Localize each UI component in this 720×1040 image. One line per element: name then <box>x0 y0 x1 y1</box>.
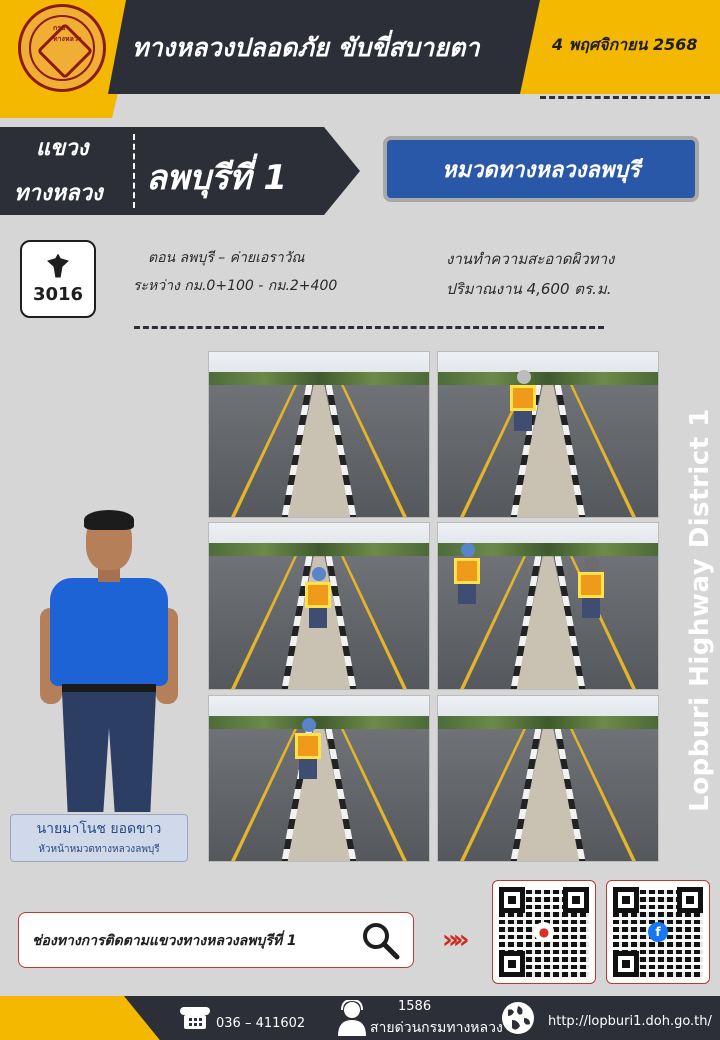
section-divider <box>134 326 604 329</box>
unit-badge <box>383 136 699 202</box>
hotline-agent-icon <box>336 1000 368 1036</box>
work-photo <box>437 351 659 518</box>
staff-name: นายมาโนช ยอดขาว <box>36 821 162 837</box>
facebook-icon: f <box>648 922 668 942</box>
staff-title: หัวหน้าหมวดทางหลวงลพบุรี <box>38 844 160 855</box>
website-link[interactable]: http://lopburi1.doh.go.th/ <box>548 1014 712 1029</box>
route-km-range: ระหว่าง กม.0+100 - กม.2+400 <box>133 278 338 294</box>
district-side-text: Lopburi Highway District 1 <box>685 408 715 812</box>
work-photo <box>208 351 430 518</box>
office-name: ลพบุรีที่ 1 <box>146 158 287 198</box>
garuda-icon <box>47 254 69 278</box>
map-pin-icon: ● <box>534 922 554 942</box>
follow-channel-label: ช่องทางการติดตามแขวงทางหลวงลพบุรีที่ 1 <box>32 933 297 949</box>
search-icon[interactable] <box>360 920 400 960</box>
globe-icon <box>500 1000 536 1036</box>
office-label-line1: แขวง <box>36 136 89 161</box>
work-photo <box>437 695 659 862</box>
report-date: 4 พฤศจิกายน 2568 <box>552 35 698 54</box>
work-photo <box>208 522 430 690</box>
unit-name: หมวดทางหลวงลพบุรี <box>441 157 641 183</box>
route-section: ตอน ลพบุรี – ค่ายเอราวัณ <box>148 250 305 266</box>
office-label-line2: ทางหลวง <box>14 181 103 206</box>
work-quantity: ปริมาณงาน 4,600 ตร.ม. <box>446 280 612 298</box>
telephone-icon <box>178 1005 212 1031</box>
chevron-right-icon: »» <box>442 925 464 955</box>
phone-number: 036 – 411602 <box>216 1016 306 1031</box>
staff-photo <box>40 512 176 812</box>
route-number: 3016 <box>32 283 84 305</box>
qr-code-map[interactable] <box>492 880 596 984</box>
header-dash-divider <box>540 96 710 99</box>
hotline-label: สายด่วนกรมทางหลวง <box>370 1020 503 1036</box>
work-description: งานทำความสะอาดผิวทาง <box>446 250 615 268</box>
banner-divider <box>133 134 135 208</box>
hotline-number: 1586 <box>398 999 432 1014</box>
department-logo <box>18 4 106 92</box>
work-photo <box>208 695 430 862</box>
district-side-label <box>670 410 720 810</box>
logo-text: กรมทางหลวง <box>53 24 82 43</box>
page-title: ทางหลวงปลอดภัย ขับขี่สบายตา <box>132 33 480 62</box>
qr-code-facebook[interactable] <box>606 880 710 984</box>
logo-emblem <box>29 15 95 81</box>
route-number-badge <box>20 240 96 318</box>
work-photo <box>437 522 659 690</box>
